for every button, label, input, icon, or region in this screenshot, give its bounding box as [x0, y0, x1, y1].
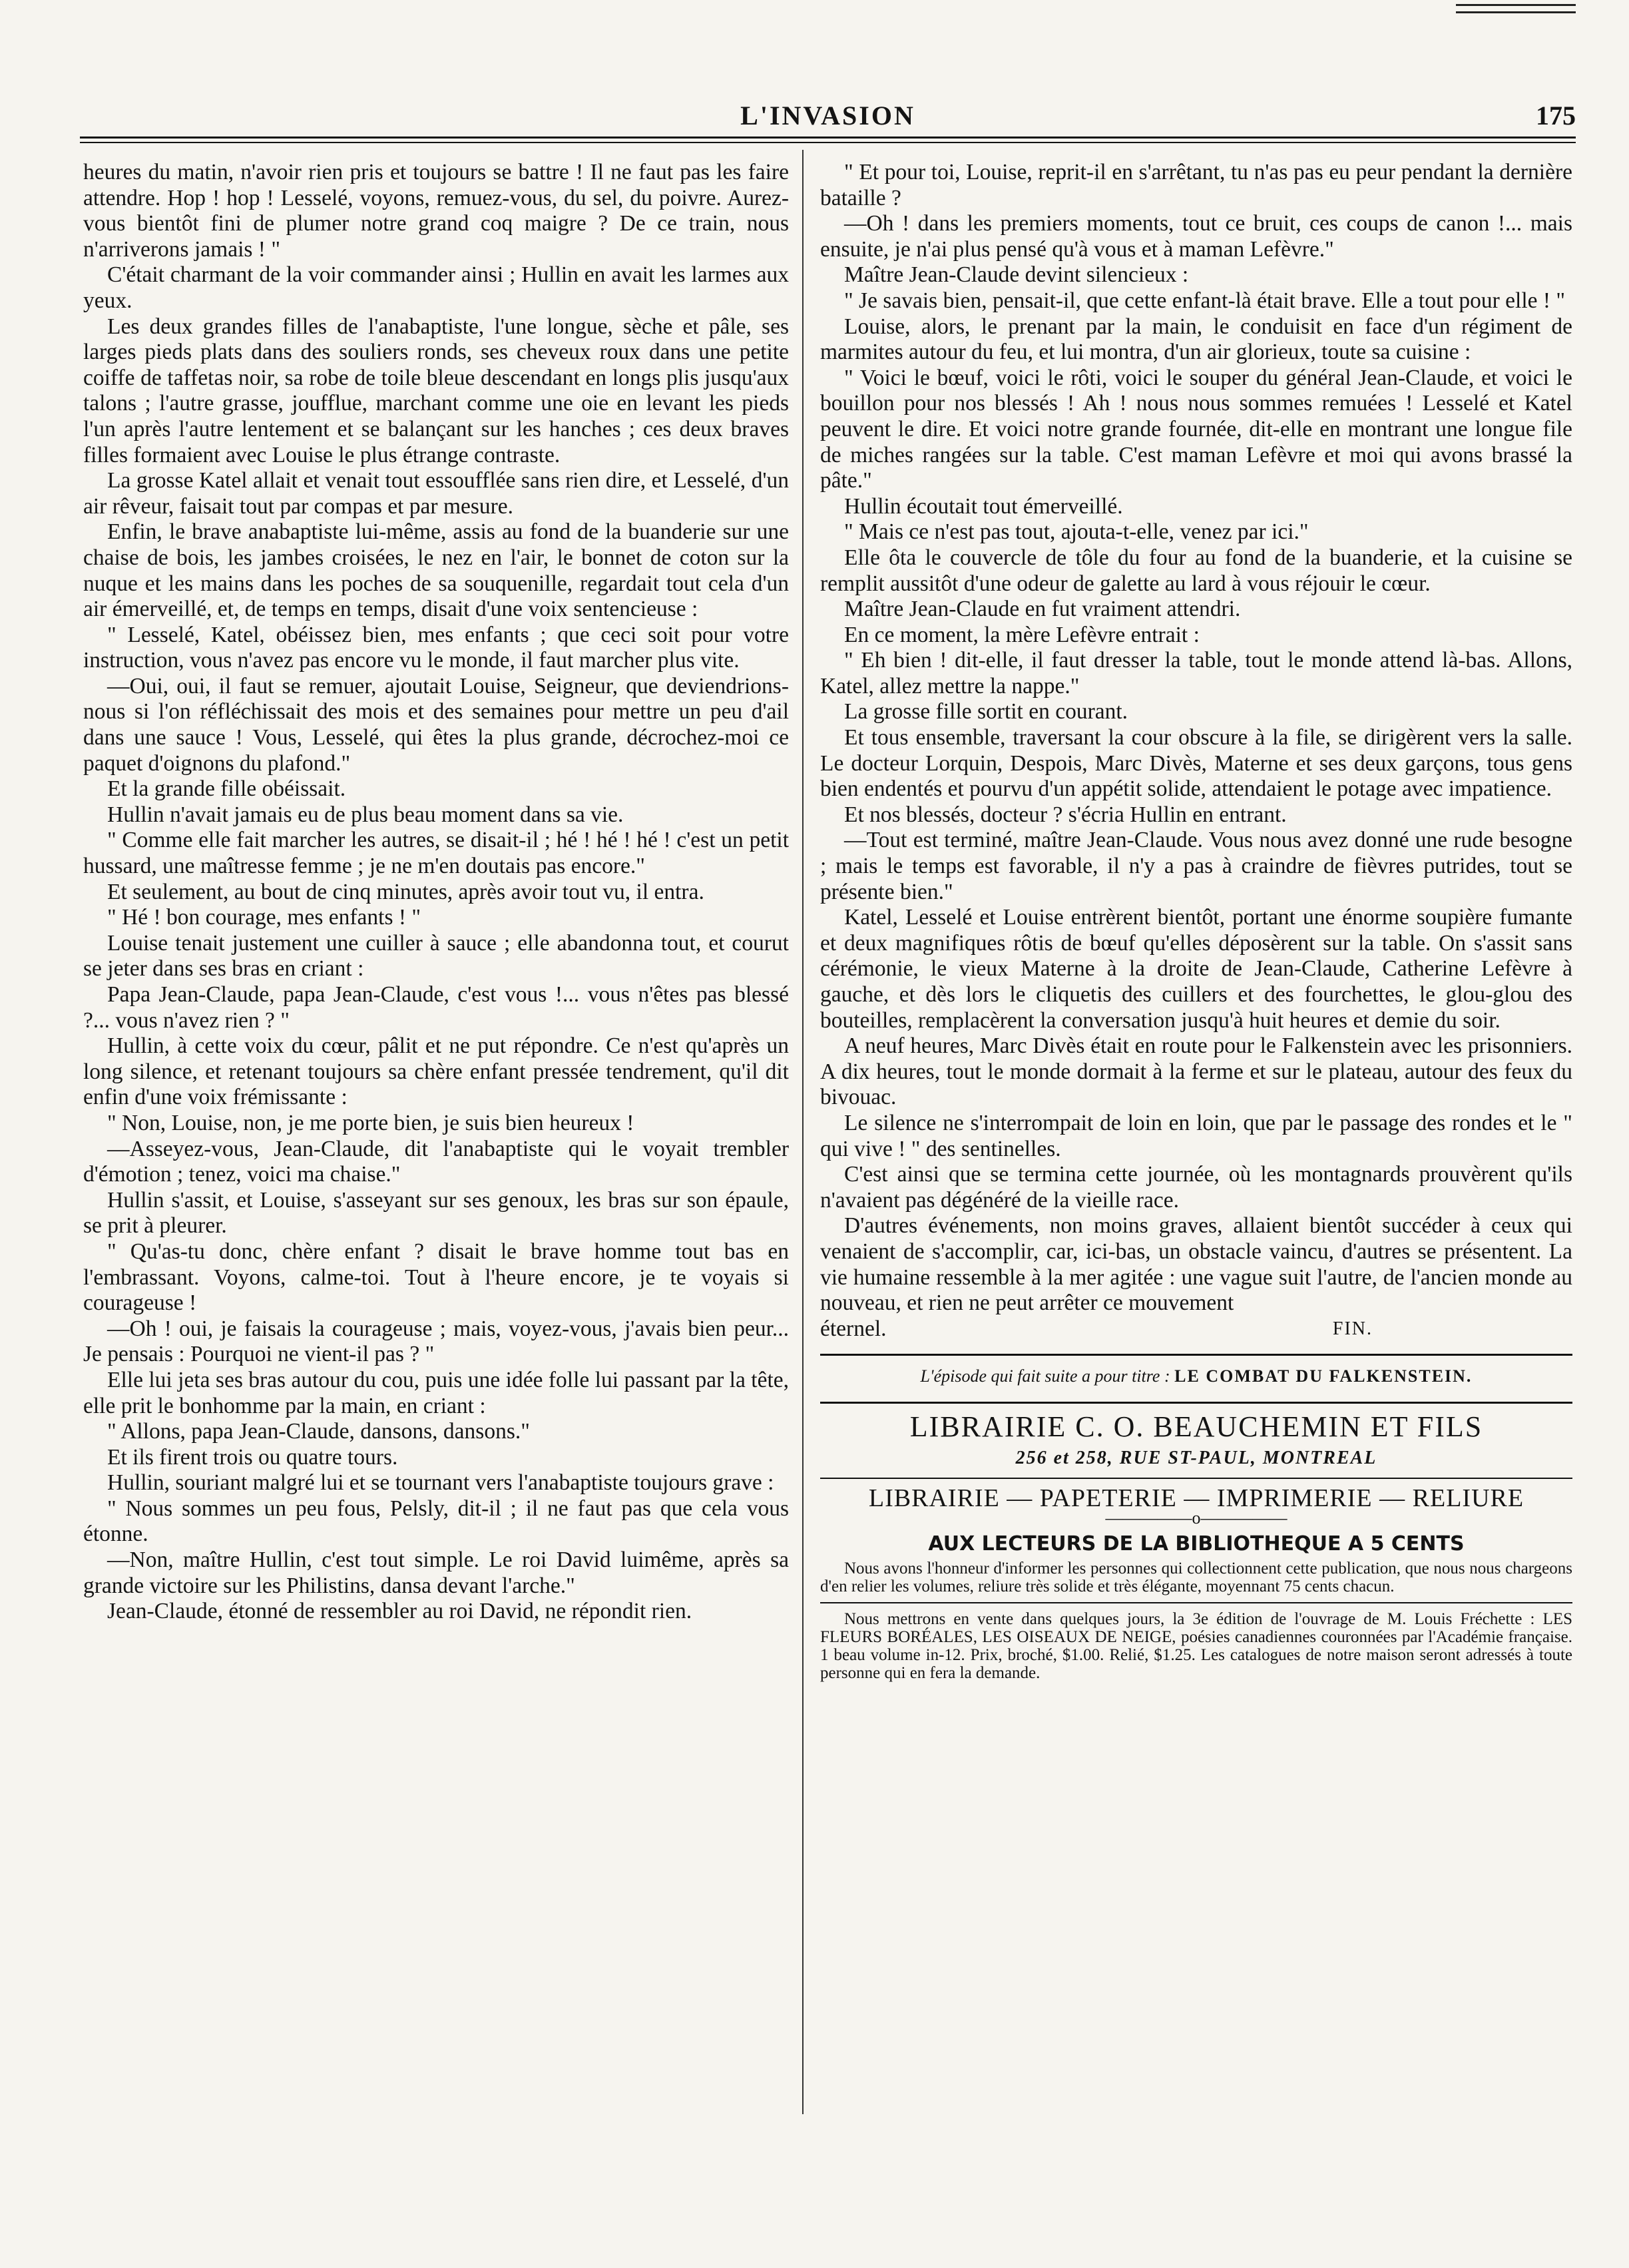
paragraph: —Tout est terminé, maître Jean-Claude. Vous nous avez donné une rude besogne ; mais le temps est favorable, il n'y a pas à craindre de fièvres putrides, tout se présente bien." — [820, 828, 1572, 904]
paragraph: La grosse Katel allait et venait tout essoufflée sans rien dire, et Lesselé, d'un air rêveur, faisait tout par compas et par mesure. — [83, 468, 789, 519]
paragraph: A neuf heures, Marc Divès était en route pour le Falkenstein avec les prisonniers. A dix heures, tout le monde dormait à la ferme et sur le plateau, autour des feux du bivouac. — [820, 1033, 1572, 1110]
paragraph: Les deux grandes filles de l'anabaptiste, l'une longue, sèche et pâle, ses larges pieds plats dans des souliers ronds, ses cheveux roux dans une petite coiffe de taffetas noir, sa robe de toile bleue descendant en longs plis jusqu'aux talons ; l'autre grasse, joufflue, marchant comme une oie en levant les pieds l'un après l'autre lentement et se balançant sur les hanches ; ces deux braves filles formaient avec Louise le plus étrange contraste. — [83, 314, 789, 467]
paragraph: Louise, alors, le prenant par la main, le conduisit en face d'un régiment de marmites autour du feu, et lui montra, d'un air glorieux, toute sa cuisine : — [820, 314, 1572, 365]
page-number: 175 — [1536, 101, 1576, 131]
paragraph: " Eh bien ! dit-elle, il faut dresser la table, tout le monde attend là-bas. Allons, Katel, allez mettre la nappe." — [820, 648, 1572, 699]
paragraph: " Nous sommes un peu fous, Pelsly, dit-il ; il ne faut pas que cela vous étonne. — [83, 1496, 789, 1547]
paragraph: Maître Jean-Claude en fut vraiment attendri. — [844, 597, 1241, 622]
paragraph: " Non, Louise, non, je me porte bien, je suis bien heureux ! — [107, 1110, 634, 1135]
header-rule — [80, 137, 1576, 139]
notice-paragraph-2: Nous mettrons en vente dans quelques jours, la 3e édition de l'ouvrage de M. Louis Fréchette : LES FLEURS BORÉALES, LES OISEAUX DE NEIGE, poésies canadiennes couronnées par l'Académie française. 1 beau volume in-12. Prix, broché, $1.00. Relié, $1.25. Les catalogues de notre maison seront adressés à toute personne qui en fera la demande. — [820, 1610, 1572, 1683]
advert-title: LIBRAIRIE C. O. BEAUCHEMIN ET FILS — [909, 1410, 1483, 1443]
paragraph: " Lesselé, Katel, obéissez bien, mes enfants ; que ceci soit pour votre instruction, vous n'avez pas encore vu le monde, il faut marcher plus vite. — [83, 622, 789, 673]
section-rule — [820, 1354, 1572, 1356]
paragraph: Et seulement, au bout de cinq minutes, après avoir tout vu, il entra. — [107, 879, 704, 904]
paragraph: —Non, maître Hullin, c'est tout simple. Le roi David luimême, après sa grande victoire sur les Philistins, dansa devant l'arche." — [83, 1548, 789, 1598]
paragraph: heures du matin, n'avoir rien pris et toujours se battre ! Il ne faut pas les faire attendre. Hop ! hop ! Lesselé, voyons, remuez-vous, du sel, du poivre. Aurez-vous bientôt fini de plumer notre grand coq maigre ? De ce train, nous n'arriverons jamais ! " — [83, 160, 789, 262]
paragraph: " Allons, papa Jean-Claude, dansons, dansons." — [107, 1419, 530, 1444]
paragraph: C'était charmant de la voir commander ainsi ; Hullin en avait les larmes aux yeux. — [83, 262, 789, 313]
paragraph: —Oh ! oui, je faisais la courageuse ; mais, voyez-vous, j'avais bien peur... Je pensais : Pourquoi ne vient-il pas ? " — [83, 1316, 789, 1367]
notice-rule — [820, 1602, 1572, 1603]
paragraph: Louise tenait justement une cuiller à sauce ; elle abandonna tout, et courut se jeter dans ses bras en criant : — [83, 930, 789, 982]
notice-title: AUX LECTEURS DE LA BIBLIOTHEQUE A 5 CENTS — [928, 1532, 1465, 1556]
paragraph: La grosse fille sortit en courant. — [844, 699, 1128, 724]
last-word: éternel. — [820, 1316, 887, 1341]
advert-rule — [820, 1478, 1572, 1479]
paragraph: Et la grande fille obéissait. — [107, 776, 346, 802]
paragraph: En ce moment, la mère Lefèvre entrait : — [844, 622, 1200, 647]
paragraph: Katel, Lesselé et Louise entrèrent bientôt, portant une énorme soupière fumante et deux magnifiques rôtis de bœuf qu'elles déposèrent sur la table. On s'assit sans cérémonie, le vieux Materne à la droite de Jean-Claude, Catherine Lefèvre à gauche, et dès lors le cliquetis des cuillers et des fourchettes, le glou-glou des bouteilles, remplacèrent la conversation jusqu'à huit heures et demie du soir. — [820, 905, 1572, 1033]
notice-paragraph-1: Nous avons l'honneur d'informer les personnes qui collectionnent cette publication, que nous nous chargeons d'en relier les volumes, reliure très solide et très élégante, moyennant 75 cents chacun. — [820, 1559, 1572, 1596]
paragraph: —Oh ! dans les premiers moments, tout ce bruit, ces coups de canon !... mais ensuite, je n'ai plus pensé qu'à vous et à maman Lefèvre." — [820, 211, 1572, 262]
paragraph: Enfin, le brave anabaptiste lui-même, assis au fond de la buanderie sur une chaise de bois, les jambes croisées, le nez en l'air, le bonnet de coton sur la nuque et les mains dans les poches de sa souquenille, regardait tout cela d'un air émerveillé, et, de temps en temps, disait d'une voix sentencieuse : — [83, 519, 789, 622]
paragraph: Jean-Claude, étonné de ressembler au roi David, ne répondit rien. — [107, 1599, 692, 1624]
advert-top-rule — [820, 1402, 1572, 1404]
page-header — [80, 100, 1576, 133]
paragraph: " Hé ! bon courage, mes enfants ! " — [107, 905, 421, 930]
paragraph: —Asseyez-vous, Jean-Claude, dit l'anabaptiste qui le voyait trembler d'émotion ; tenez, voici ma chaise." — [83, 1136, 789, 1187]
header-rule-double — [80, 142, 1576, 143]
paragraph: Hullin, à cette voix du cœur, pâlit et ne put répondre. Ce n'est qu'après un long silence, et retenant toujours sa chère enfant pressée tendrement, qu'il dit enfin d'une voix frémissante : — [83, 1033, 789, 1110]
right-column — [820, 160, 1572, 1682]
paragraph: Maître Jean-Claude devint silencieux : — [844, 262, 1189, 288]
paragraph: C'est ainsi que se termina cette journée, où les montagnards prouvèrent qu'ils n'avaient pas dégénéré de la vieille race. — [820, 1162, 1572, 1213]
paragraph: " Comme elle fait marcher les autres, se disait-il ; hé ! hé ! hé ! c'est un petit hussard, une maîtresse femme ; je ne m'en doutais pas encore." — [83, 828, 789, 879]
paragraph: Hullin écoutait tout émerveillé. — [844, 493, 1123, 519]
episode-note-text: L'épisode qui fait suite a pour titre : — [920, 1366, 1170, 1386]
paragraph: Elle ôta le couvercle de tôle du four au fond de la buanderie, et la cuisine se remplit aussitôt d'une odeur de galette au lard à vous réjouir le cœur. — [820, 545, 1572, 596]
paragraph: Papa Jean-Claude, papa Jean-Claude, c'est vous !... vous n'êtes pas blessé ?... vous n'avez rien ? " — [83, 982, 789, 1033]
paragraph: D'autres événements, non moins graves, allaient bientôt succéder à ceux qui venaient de s'accomplir, car, ici-bas, un obstacle vaincu, d'autres se présentent. La vie humaine ressemble à la mer agitée : une vague suit l'autre, de l'ancien monde au nouveau, et rien ne peut arrêter ce mouvement — [820, 1213, 1572, 1316]
advert-services: LIBRAIRIE — PAPETERIE — IMPRIMERIE — RELIURE — [868, 1484, 1524, 1513]
paragraph: Hullin n'avait jamais eu de plus beau moment dans sa vie. — [107, 802, 624, 827]
left-column — [83, 160, 789, 1625]
paragraph: " Je savais bien, pensait-il, que cette enfant-là était brave. Elle a tout pour elle ! " — [844, 288, 1566, 313]
paragraph: Et nos blessés, docteur ? s'écria Hullin en entrant. — [844, 802, 1287, 827]
corner-rules — [1456, 4, 1576, 19]
paragraph: Le silence ne s'interrompait de loin en loin, que par le passage des rondes et le " qui vive ! " des sentinelles. — [820, 1110, 1572, 1161]
paragraph: Elle lui jeta ses bras autour du cou, puis une idée folle lui passant par la tête, elle prit le bonhomme par la main, en criant : — [83, 1367, 789, 1418]
fin-mark: FIN. — [1332, 1318, 1373, 1339]
right-column-text — [820, 160, 1572, 1316]
paragraph: " Et pour toi, Louise, reprit-il en s'arrêtant, tu n'as pas eu peur pendant la dernière bataille ? — [820, 160, 1572, 210]
paragraph: Et tous ensemble, traversant la cour obscure à la file, se dirigèrent vers la salle. Le docteur Lorquin, Despois, Marc Divès, Materne et ses deux garçons, tous gens bien endentés et pourvu d'un appétit solide, attendaient le potage avec impatience. — [820, 725, 1572, 802]
episode-note — [820, 1364, 1572, 1390]
paragraph: Et ils firent trois ou quatre tours. — [107, 1444, 398, 1470]
paragraph: Hullin s'assit, et Louise, s'asseyant sur ses genoux, les bras sur son épaule, se prit à pleurer. — [83, 1187, 789, 1239]
episode-title: LE COMBAT DU FALKENSTEIN. — [1174, 1366, 1473, 1386]
fin-line — [820, 1316, 1572, 1342]
column-divider — [802, 150, 804, 2114]
paragraph: Hullin, souriant malgré lui et se tournant vers l'anabaptiste toujours grave : — [107, 1470, 774, 1496]
running-title: L'INVASION — [740, 101, 915, 131]
advert-separator: —————o————— — [1105, 1508, 1287, 1528]
advert-address: 256 et 258, RUE ST-PAUL, MONTREAL — [1015, 1447, 1377, 1468]
paragraph: —Oui, oui, il faut se remuer, ajoutait Louise, Seigneur, que deviendrions-nous si l'on réfléchissait des mois et des semaines pour mettre un peu d'ail dans une sauce ! Vous, Lesselé, qui êtes la plus grande, décrochez-moi ce paquet d'oignons du plafond." — [83, 673, 789, 776]
paragraph: " Qu'as-tu donc, chère enfant ? disait le brave homme tout bas en l'embrassant. Voyons, calme-toi. Tout à l'heure encore, je te voyais si courageuse ! — [83, 1239, 789, 1316]
paragraph: " Voici le bœuf, voici le rôti, voici le souper du général Jean-Claude, et voici le bouillon pour nos blessés ! Ah ! nous nous sommes remuées ! Lesselé et Katel peuvent le dire. Et voici notre grande fournée, dit-elle en montrant une longue file de miches rangées sur la table. C'est maman Lefèvre et moi qui avons brassé la pâte." — [820, 365, 1572, 493]
paragraph: " Mais ce n'est pas tout, ajouta-t-elle, venez par ici." — [844, 519, 1309, 545]
